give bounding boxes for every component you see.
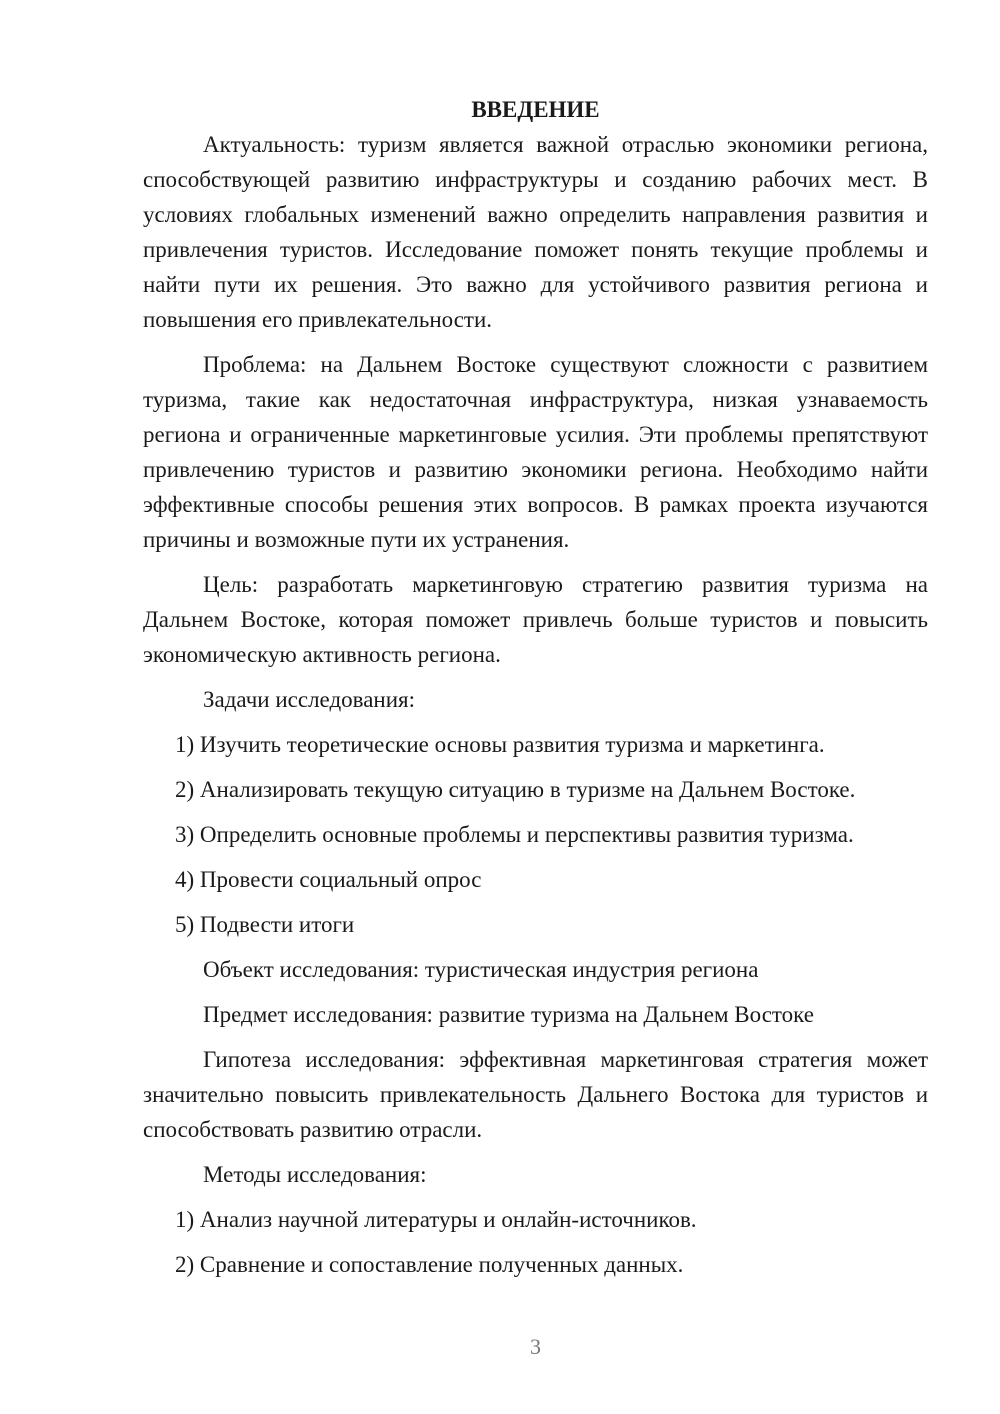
paragraph-relevance: Актуальность: туризм является важной отраслью экономики региона, способствующей развитию инфраструктуры и созданию рабочих мест. В условиях глобальных изменений важно определить направления развития и привлечения туристов. Исследование поможет понять текущие проблемы и найти пути их решения. Это важно для устойчивого развития региона и повышения его привлекательности. [143, 132, 928, 332]
method-item-1: 1) Анализ научной литературы и онлайн-источников. [175, 1207, 697, 1232]
task-item-5: 5) Подвести итоги [175, 912, 355, 937]
task-item-3: 3) Определить основные проблемы и перспективы развития туризма. [175, 822, 854, 847]
research-subject: Предмет исследования: развитие туризма на Дальнем Востоке [203, 1002, 814, 1027]
task-item-4: 4) Провести социальный опрос [175, 867, 482, 892]
paragraph-goal: Цель: разработать маркетинговую стратегию развития туризма на Дальнем Востоке, которая поможет привлечь больше туристов и повысить экономическую активность региона. [143, 572, 928, 667]
page-number: 3 [530, 1334, 541, 1359]
task-item-1: 1) Изучить теоретические основы развития туризма и маркетинга. [175, 732, 825, 757]
page-title: ВВЕДЕНИЕ [471, 97, 600, 122]
paragraph-hypothesis: Гипотеза исследования: эффективная маркетинговая стратегия может значительно повысить привлекательность Дальнего Востока для туристов и способствовать развитию отрасли. [143, 1047, 928, 1142]
task-item-2: 2) Анализировать текущую ситуацию в туризме на Дальнем Востоке. [175, 777, 856, 802]
method-item-2: 2) Сравнение и сопоставление полученных данных. [175, 1252, 684, 1277]
tasks-label: Задачи исследования: [203, 687, 416, 712]
paragraph-problem: Проблема: на Дальнем Востоке существуют сложности с развитием туризма, такие как недостаточная инфраструктура, низкая узнаваемость региона и ограниченные маркетинговые усилия. Эти проблемы препятствуют привлечению туристов и развитию экономики региона. Необходимо найти эффективные способы решения этих вопросов. В рамках проекта изучаются причины и возможные пути их устранения. [143, 352, 928, 552]
methods-label: Методы исследования: [203, 1162, 427, 1187]
document-page [143, 92, 928, 1292]
research-object: Объект исследования: туристическая индустрия региона [203, 957, 759, 982]
